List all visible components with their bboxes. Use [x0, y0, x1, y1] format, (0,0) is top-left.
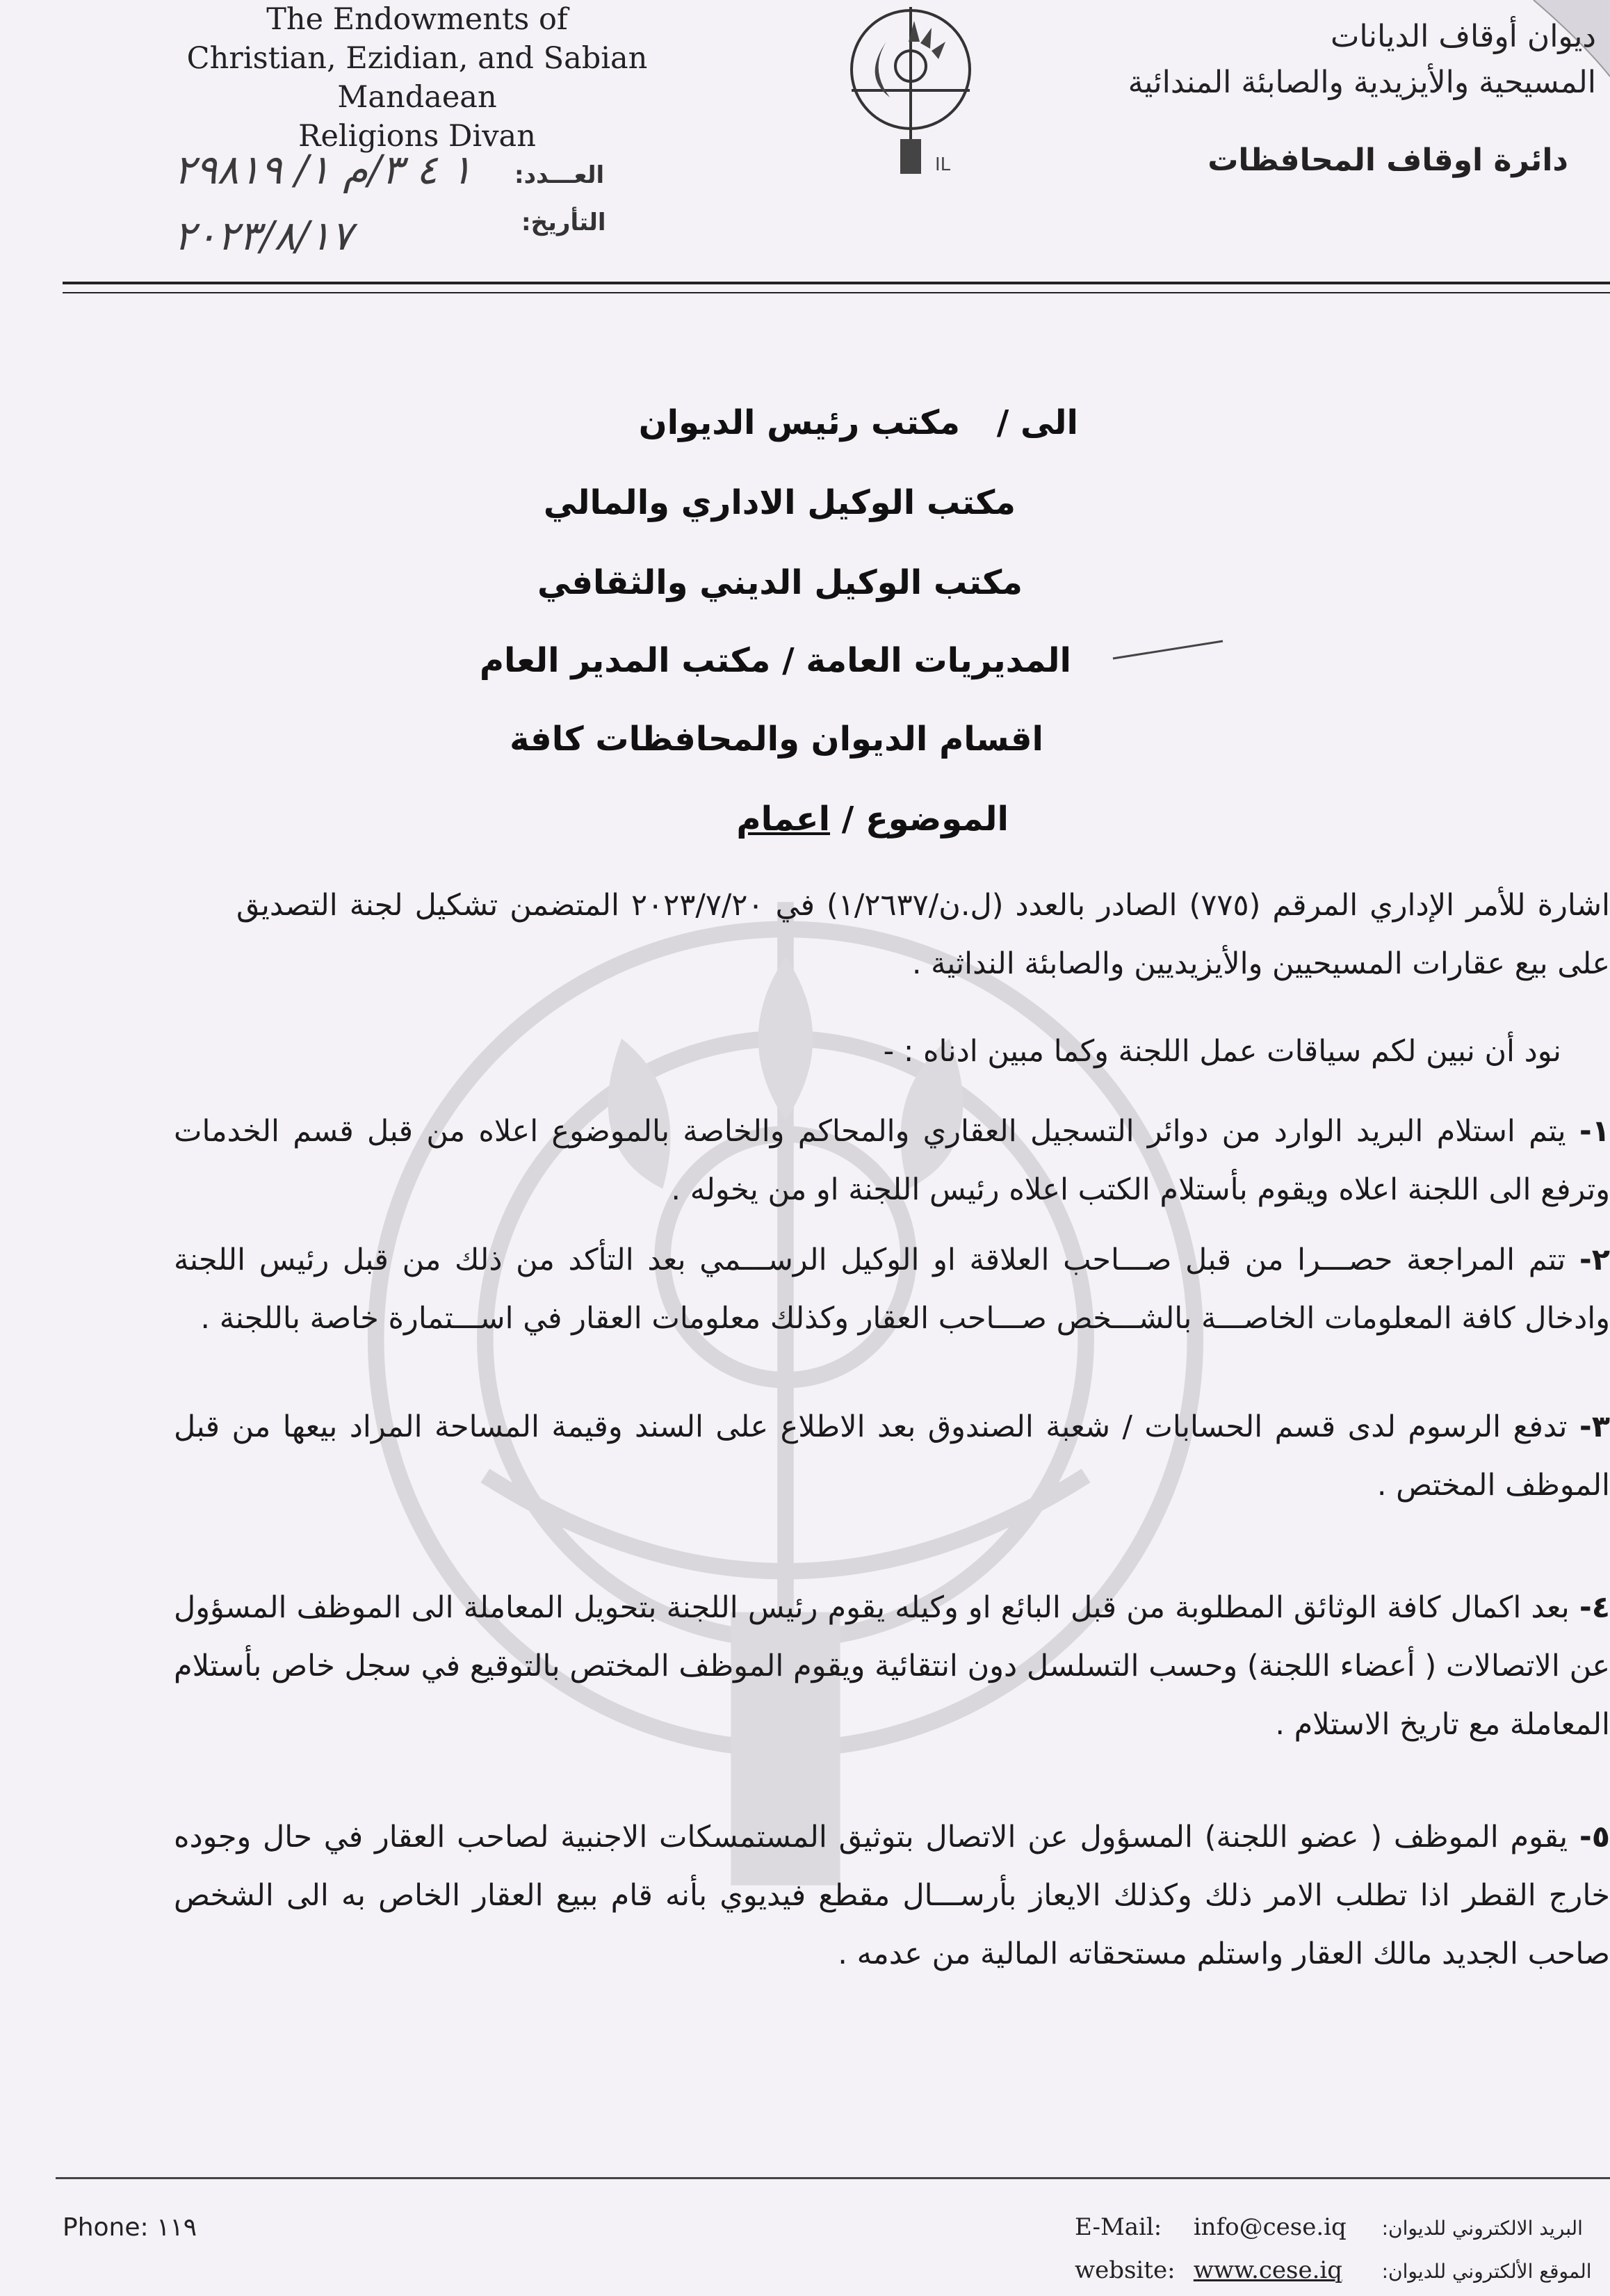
header-arabic	[970, 14, 1596, 106]
header-divider-bottom	[63, 292, 1610, 293]
subject-label: الموضوع /	[841, 800, 1009, 839]
item-text: تدفع الرسوم لدى قسم الحسابات / شعبة الصندوق بعد الاطلاع على السند وقيمة المساحة المراد بيعها من قبل الموظف المختص .	[174, 1409, 1610, 1503]
to-prefix: الى /	[996, 403, 1078, 442]
item-number: ٤-	[1579, 1590, 1610, 1625]
list-item	[174, 1578, 1610, 1754]
footer-website-row	[1075, 2256, 1603, 2284]
header-ar-line: ديوان أوقاف الديانات	[1330, 19, 1596, 54]
addressee-line: مكتب الوكيل الاداري والمالي	[543, 483, 1016, 522]
email-value[interactable]: info@cese.iq	[1193, 2213, 1347, 2241]
divan-logo-icon	[831, 0, 991, 181]
item-text: يتم استلام البريد الوارد من دوائر التسجيل العقاري والمحاكم والخاصة بالموضوع اعلاه من قبل قسم الخدمات وترفع الى اللجنة اعلاه ويقوم بأستلام الكتب اعلاه رئيس اللجنة او من يخوله .	[174, 1114, 1610, 1207]
header-en-line: The Endowments of	[266, 2, 568, 37]
addressee-line: اقسام الديوان والمحافظات كافة	[510, 720, 1043, 759]
header-ar-line: المسيحية والأيزيدية والصابئة المندائية	[1128, 65, 1596, 100]
header-english	[104, 0, 730, 156]
reference-number: ١ ٤ ٣/م ١/ ٢٩٨١٩	[174, 146, 473, 193]
lead-paragraph: نود أن نبين لكم سياقات عمل اللجنة وكما مبين ادناه : -	[883, 1034, 1561, 1069]
reference-block	[167, 146, 612, 285]
website-label-arabic: الموقع الألكتروني للديوان:	[1381, 2260, 1592, 2283]
date-label: التأريخ:	[521, 209, 606, 236]
footer-divider	[56, 2177, 1610, 2179]
item-text: تتم المراجعة حصـــرا من قبل صـــاحب العلاقة او الوكيل الرســـمي بعد التأكد من ذلك من قبل رئيس اللجنة وادخال كافة المعلومات الخاصـــة بالشـــخص صـــاحب العقار وكذلك معلومات العقار في اســـتمارة خاصة باللجنة .	[174, 1243, 1610, 1336]
item-number: ١-	[1579, 1114, 1610, 1149]
item-number: ٣-	[1579, 1409, 1610, 1444]
subject-line	[736, 800, 1009, 839]
item-text: يقوم الموظف ( عضو اللجنة) المسؤول عن الاتصال بتوثيق المستمسكات الاجنبية لصاحب العقار في حال وجوده خارج القطر اذا تطلب الامر ذلك وكذلك الايعاز بأرســـال مقطع فيديوي بأنه قام ببيع العقار الخاص به الى الشخص صاحب الجديد مالك العقار واستلم مستحقاته المالية من عدمه .	[174, 1820, 1610, 1971]
email-label: E-Mail:	[1075, 2213, 1162, 2241]
addressee-line: مكتب الوكيل الديني والثقافي	[537, 563, 1023, 602]
header-en-line: Christian, Ezidian, and Sabian Mandaean	[186, 41, 648, 115]
list-item	[174, 1231, 1610, 1348]
header-en-line: Religions Divan	[298, 119, 536, 154]
pen-stroke	[1113, 640, 1223, 660]
list-item	[174, 1102, 1610, 1219]
reference-date: ٢٠٢٣/٨/١٧	[174, 212, 353, 259]
footer-phone: Phone: ١١٩	[63, 2213, 197, 2242]
header-divider-top	[63, 282, 1610, 284]
website-link[interactable]: www.cese.iq	[1193, 2256, 1343, 2284]
item-number: ٢-	[1579, 1243, 1610, 1277]
department-name: دائرة اوقاف المحافظات	[1208, 143, 1568, 178]
item-number: ٥-	[1579, 1820, 1610, 1854]
list-item	[174, 1808, 1610, 1983]
intro-paragraph: اشارة للأمر الإداري المرقم (٧٧٥) الصادر بالعدد (ل.ن/١/٢٦٣٧) في ٢٠٢٣/٧/٢٠ المتضمن تشكيل لجنة التصديق على بيع عقارات المسيحيين والأيزيديين والصابئة النداثية .	[236, 888, 1610, 981]
website-label: website:	[1075, 2256, 1176, 2284]
addressee-line: المديريات العامة / مكتب المدير العام	[479, 641, 1071, 680]
subject-value: اعمام	[736, 800, 831, 839]
addressee-line: مكتب رئيس الديوان	[638, 403, 960, 442]
list-item	[174, 1398, 1610, 1514]
email-label-arabic: البريد الالكتروني للديوان:	[1381, 2217, 1583, 2240]
number-label: العـــدد:	[514, 161, 605, 189]
item-text: بعد اكمال كافة الوثائق المطلوبة من قبل البائع او وكيله يقوم رئيس اللجنة بتحويل المعاملة الى الموظف المسؤول عن الاتصالات ( أعضاء اللجنة) وحسب التسلسل دون انتقائية ويقوم الموظف المختص بالتوقيع في سجل خاص بأستلام المعاملة مع تاريخ الاستلام .	[174, 1590, 1610, 1742]
svg-text:IL: IL	[935, 154, 951, 175]
footer-email-row	[1075, 2213, 1603, 2241]
